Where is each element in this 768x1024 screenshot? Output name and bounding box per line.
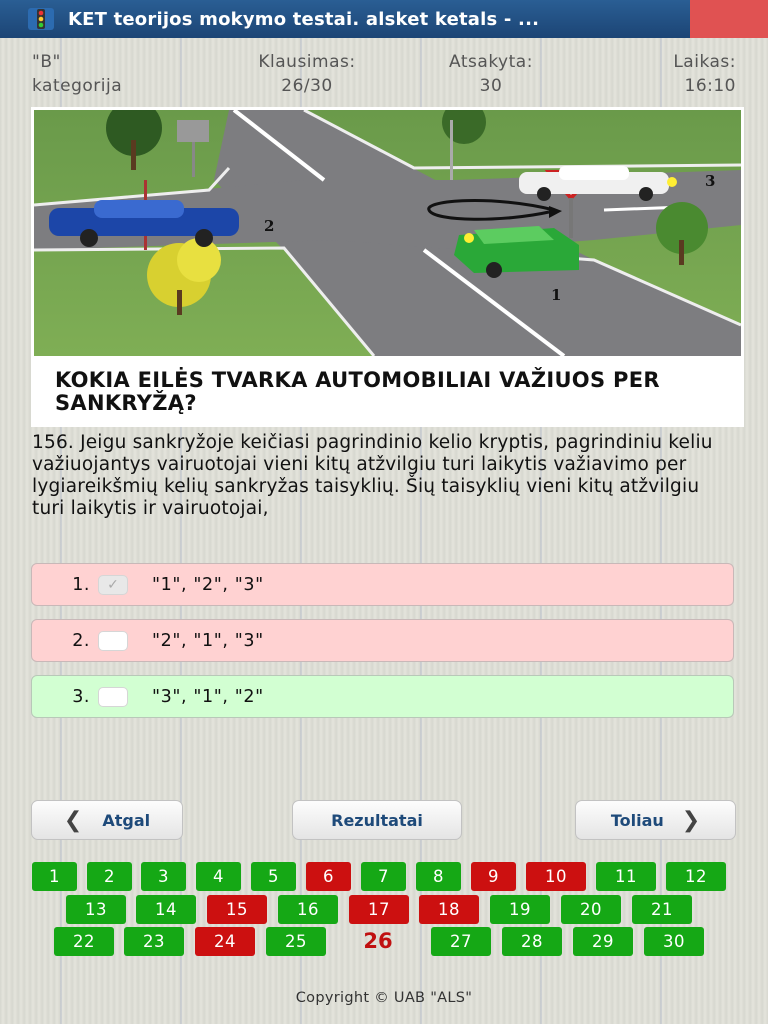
question-number-button[interactable]: 4 [196, 862, 241, 891]
question-number-button[interactable]: 1 [32, 862, 77, 891]
question-number-button[interactable]: 5 [251, 862, 296, 891]
question-number-button[interactable]: 28 [502, 927, 562, 956]
question-number-button[interactable]: 12 [666, 862, 726, 891]
question-counter: 26/30 [281, 76, 333, 96]
scene-label-2: 2 [264, 217, 275, 235]
current-question-number: 26 [363, 929, 393, 953]
question-number-button[interactable]: 24 [195, 927, 255, 956]
answer-checkbox[interactable] [98, 631, 128, 651]
next-button[interactable] [575, 800, 736, 840]
question-stat [237, 50, 377, 98]
answer-text: "1", "2", "3" [152, 574, 264, 595]
results-label: Rezultatai [331, 810, 423, 830]
question-number-button[interactable]: 6 [306, 862, 351, 891]
answer-text: "2", "1", "3" [152, 630, 264, 651]
question-number-button[interactable]: 8 [416, 862, 461, 891]
answer-text: "3", "1", "2" [152, 686, 264, 707]
scene-label-3: 3 [705, 172, 716, 190]
question-number-button[interactable]: 17 [349, 895, 409, 924]
question-number-button[interactable]: 15 [207, 895, 267, 924]
time-stat [673, 50, 736, 98]
question-number-button[interactable]: 21 [632, 895, 692, 924]
question-number-button[interactable]: 30 [644, 927, 704, 956]
answer-number: 1. [72, 574, 90, 595]
answer-option-3[interactable] [31, 675, 734, 718]
question-number-button[interactable]: 20 [561, 895, 621, 924]
time-value: 16:10 [684, 76, 736, 96]
chevron-right-icon: ❯ [681, 807, 701, 833]
back-button[interactable] [31, 800, 183, 840]
answered-label: Atsakyta: [449, 52, 533, 72]
question-number-button[interactable]: 19 [490, 895, 550, 924]
question-number-button[interactable]: 29 [573, 927, 633, 956]
question-number-button[interactable]: 18 [419, 895, 479, 924]
question-label: Klausimas: [258, 52, 356, 72]
question-number-button[interactable]: 11 [596, 862, 656, 891]
question-number-button[interactable]: 16 [278, 895, 338, 924]
question-number-button[interactable]: 10 [526, 862, 586, 891]
category-value: kategorija [32, 76, 123, 96]
chevron-left-icon: ❮ [63, 807, 83, 833]
scene-label-1: 1 [551, 286, 562, 304]
answer-number: 3. [72, 686, 90, 707]
question-number-button[interactable]: 13 [66, 895, 126, 924]
title-bar [0, 0, 768, 38]
explanation-text: 156. Jeigu sankryžoje keičiasi pagrindinio kelio kryptis, pagrindiniu keliu važiuojantys vairuotojai vieni kitų atžvilgiu turi laikytis važiavimo per lygiareikšmių kelių sankryžas taisyklių. Šių taisyklių vieni kitų atžvilgiu turi laikytis ir vairuotojai, [32, 432, 713, 519]
question-number-button[interactable]: 2 [87, 862, 132, 891]
copyright: Copyright © UAB "ALS" [295, 990, 473, 1006]
answer-option-2[interactable] [31, 619, 734, 662]
question-card [31, 107, 744, 427]
category-label: "B" [32, 52, 61, 72]
answer-option-1[interactable] [31, 563, 734, 606]
answer-checkbox-checked[interactable] [98, 575, 128, 595]
results-button[interactable] [292, 800, 462, 840]
question-number-button[interactable]: 14 [136, 895, 196, 924]
question-number-button[interactable]: 27 [431, 927, 491, 956]
answered-stat [432, 50, 550, 98]
stats-bar [0, 50, 768, 96]
next-label: Toliau [610, 810, 664, 830]
question-number-button[interactable]: 7 [361, 862, 406, 891]
answer-checkbox[interactable] [98, 687, 128, 707]
check-icon: ✓ [107, 576, 119, 593]
question-number-button[interactable]: 3 [141, 862, 186, 891]
question-title: KOKIA EILĖS TVARKA AUTOMOBILIAI VAŽIUOS PER SANKRYŽĄ? [55, 368, 660, 415]
close-button[interactable] [690, 0, 768, 38]
answer-number: 2. [72, 630, 90, 651]
back-label: Atgal [102, 810, 151, 830]
window-title: KET teorijos mokymo testai. alsket ketals - ... [68, 8, 540, 30]
question-number-button[interactable]: 22 [54, 927, 114, 956]
question-number-button[interactable]: 9 [471, 862, 516, 891]
intersection-illustration [34, 110, 741, 356]
answered-value: 30 [479, 76, 503, 96]
question-number-button[interactable]: 25 [266, 927, 326, 956]
time-label: Laikas: [673, 52, 736, 72]
traffic-light-icon [28, 6, 54, 32]
question-number-button[interactable]: 23 [124, 927, 184, 956]
category-stat [32, 50, 122, 98]
